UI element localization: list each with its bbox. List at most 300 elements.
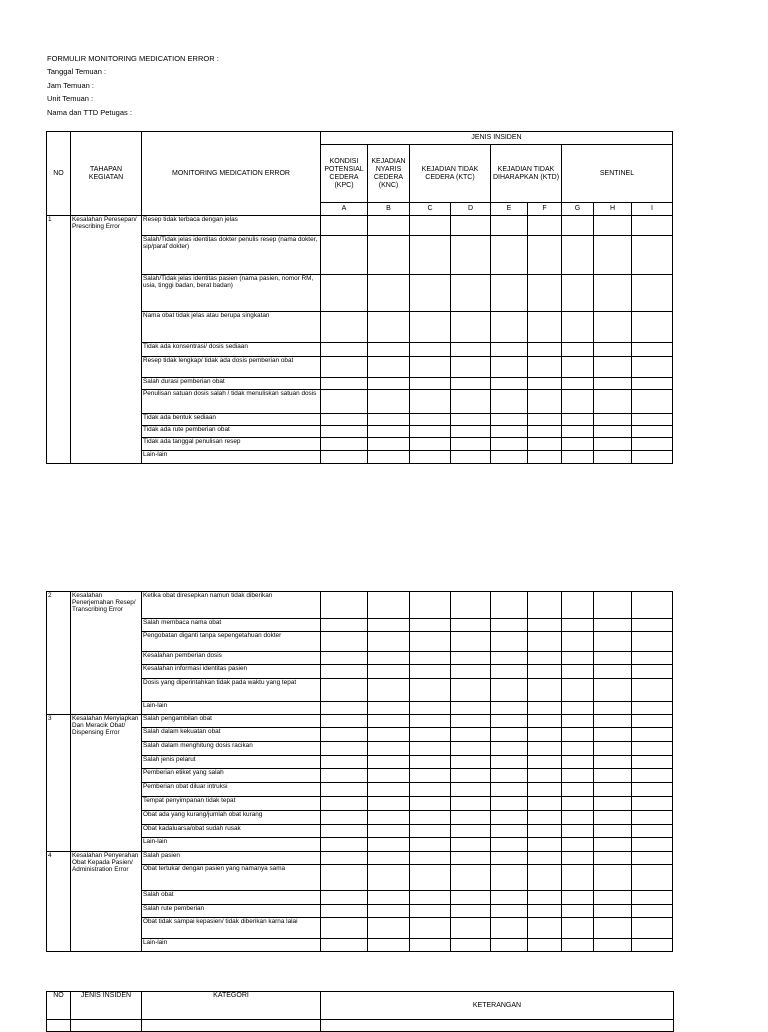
checkbox-cell[interactable]: [594, 343, 632, 357]
checkbox-cell[interactable]: [410, 679, 451, 702]
checkbox-cell[interactable]: [491, 652, 528, 665]
checkbox-cell[interactable]: [562, 343, 594, 357]
checkbox-cell[interactable]: [368, 939, 410, 952]
checkbox-cell[interactable]: [410, 275, 451, 312]
checkbox-cell[interactable]: [491, 438, 528, 451]
checkbox-cell[interactable]: [321, 357, 368, 378]
checkbox-cell[interactable]: [321, 891, 368, 905]
checkbox-cell[interactable]: [594, 728, 632, 742]
checkbox-cell[interactable]: [491, 769, 528, 783]
checkbox-cell[interactable]: [368, 756, 410, 769]
checkbox-cell[interactable]: [562, 715, 594, 728]
checkbox-cell[interactable]: [528, 438, 562, 451]
checkbox-cell[interactable]: [528, 312, 562, 343]
checkbox-cell[interactable]: [632, 905, 673, 918]
checkbox-cell[interactable]: [594, 665, 632, 679]
checkbox-cell[interactable]: [410, 811, 451, 825]
checkbox-cell[interactable]: [451, 811, 491, 825]
checkbox-cell[interactable]: [528, 592, 562, 619]
checkbox-cell[interactable]: [594, 451, 632, 464]
checkbox-cell[interactable]: [562, 357, 594, 378]
checkbox-cell[interactable]: [528, 652, 562, 665]
checkbox-cell[interactable]: [491, 756, 528, 769]
checkbox-cell[interactable]: [632, 275, 673, 312]
checkbox-cell[interactable]: [410, 652, 451, 665]
checkbox-cell[interactable]: [491, 592, 528, 619]
checkbox-cell[interactable]: [410, 390, 451, 414]
checkbox-cell[interactable]: [491, 236, 528, 275]
checkbox-cell[interactable]: [491, 414, 528, 426]
checkbox-cell[interactable]: [410, 769, 451, 783]
checkbox-cell[interactable]: [410, 742, 451, 756]
checkbox-cell[interactable]: [410, 715, 451, 728]
checkbox-cell[interactable]: [594, 652, 632, 665]
checkbox-cell[interactable]: [451, 838, 491, 852]
checkbox-cell[interactable]: [632, 797, 673, 811]
checkbox-cell[interactable]: [410, 783, 451, 797]
checkbox-cell[interactable]: [594, 312, 632, 343]
checkbox-cell[interactable]: [594, 426, 632, 438]
checkbox-cell[interactable]: [368, 825, 410, 838]
checkbox-cell[interactable]: [321, 216, 368, 236]
checkbox-cell[interactable]: [491, 216, 528, 236]
checkbox-cell[interactable]: [368, 891, 410, 905]
checkbox-cell[interactable]: [528, 414, 562, 426]
checkbox-cell[interactable]: [451, 216, 491, 236]
checkbox-cell[interactable]: [528, 865, 562, 891]
checkbox-cell[interactable]: [562, 390, 594, 414]
checkbox-cell[interactable]: [594, 357, 632, 378]
checkbox-cell[interactable]: [562, 679, 594, 702]
checkbox-cell[interactable]: [368, 619, 410, 632]
checkbox-cell[interactable]: [321, 797, 368, 811]
checkbox-cell[interactable]: [594, 756, 632, 769]
checkbox-cell[interactable]: [451, 665, 491, 679]
checkbox-cell[interactable]: [528, 236, 562, 275]
checkbox-cell[interactable]: [410, 702, 451, 715]
checkbox-cell[interactable]: [368, 918, 410, 939]
checkbox-cell[interactable]: [491, 783, 528, 797]
checkbox-cell[interactable]: [632, 811, 673, 825]
checkbox-cell[interactable]: [528, 357, 562, 378]
checkbox-cell[interactable]: [410, 756, 451, 769]
checkbox-cell[interactable]: [321, 702, 368, 715]
checkbox-cell[interactable]: [562, 216, 594, 236]
checkbox-cell[interactable]: [632, 742, 673, 756]
checkbox-cell[interactable]: [562, 838, 594, 852]
checkbox-cell[interactable]: [491, 312, 528, 343]
checkbox-cell[interactable]: [491, 619, 528, 632]
checkbox-cell[interactable]: [491, 865, 528, 891]
checkbox-cell[interactable]: [451, 905, 491, 918]
checkbox-cell[interactable]: [451, 236, 491, 275]
checkbox-cell[interactable]: [594, 742, 632, 756]
checkbox-cell[interactable]: [321, 769, 368, 783]
checkbox-cell[interactable]: [451, 728, 491, 742]
checkbox-cell[interactable]: [491, 838, 528, 852]
checkbox-cell[interactable]: [594, 825, 632, 838]
checkbox-cell[interactable]: [368, 275, 410, 312]
checkbox-cell[interactable]: [451, 702, 491, 715]
checkbox-cell[interactable]: [491, 742, 528, 756]
checkbox-cell[interactable]: [321, 426, 368, 438]
checkbox-cell[interactable]: [491, 451, 528, 464]
checkbox-cell[interactable]: [491, 891, 528, 905]
checkbox-cell[interactable]: [368, 390, 410, 414]
checkbox-cell[interactable]: [528, 390, 562, 414]
checkbox-cell[interactable]: [632, 769, 673, 783]
checkbox-cell[interactable]: [594, 438, 632, 451]
checkbox-cell[interactable]: [321, 312, 368, 343]
checkbox-cell[interactable]: [368, 414, 410, 426]
checkbox-cell[interactable]: [528, 426, 562, 438]
checkbox-cell[interactable]: [562, 783, 594, 797]
checkbox-cell[interactable]: [410, 865, 451, 891]
checkbox-cell[interactable]: [321, 236, 368, 275]
checkbox-cell[interactable]: [321, 905, 368, 918]
checkbox-cell[interactable]: [410, 905, 451, 918]
checkbox-cell[interactable]: [528, 918, 562, 939]
checkbox-cell[interactable]: [528, 825, 562, 838]
checkbox-cell[interactable]: [594, 852, 632, 865]
checkbox-cell[interactable]: [368, 811, 410, 825]
checkbox-cell[interactable]: [410, 378, 451, 390]
checkbox-cell[interactable]: [632, 756, 673, 769]
checkbox-cell[interactable]: [632, 702, 673, 715]
checkbox-cell[interactable]: [594, 632, 632, 652]
checkbox-cell[interactable]: [451, 891, 491, 905]
checkbox-cell[interactable]: [562, 652, 594, 665]
checkbox-cell[interactable]: [321, 665, 368, 679]
checkbox-cell[interactable]: [594, 236, 632, 275]
checkbox-cell[interactable]: [451, 715, 491, 728]
checkbox-cell[interactable]: [451, 451, 491, 464]
checkbox-cell[interactable]: [451, 390, 491, 414]
checkbox-cell[interactable]: [451, 797, 491, 811]
checkbox-cell[interactable]: [528, 939, 562, 952]
checkbox-cell[interactable]: [594, 905, 632, 918]
checkbox-cell[interactable]: [491, 918, 528, 939]
checkbox-cell[interactable]: [491, 797, 528, 811]
checkbox-cell[interactable]: [562, 592, 594, 619]
checkbox-cell[interactable]: [594, 865, 632, 891]
checkbox-cell[interactable]: [321, 939, 368, 952]
checkbox-cell[interactable]: [594, 811, 632, 825]
checkbox-cell[interactable]: [321, 343, 368, 357]
checkbox-cell[interactable]: [410, 852, 451, 865]
checkbox-cell[interactable]: [491, 632, 528, 652]
checkbox-cell[interactable]: [528, 715, 562, 728]
checkbox-cell[interactable]: [491, 679, 528, 702]
checkbox-cell[interactable]: [491, 811, 528, 825]
checkbox-cell[interactable]: [368, 715, 410, 728]
checkbox-cell[interactable]: [632, 357, 673, 378]
checkbox-cell[interactable]: [321, 438, 368, 451]
checkbox-cell[interactable]: [321, 679, 368, 702]
checkbox-cell[interactable]: [528, 769, 562, 783]
checkbox-cell[interactable]: [562, 865, 594, 891]
checkbox-cell[interactable]: [528, 811, 562, 825]
checkbox-cell[interactable]: [562, 728, 594, 742]
checkbox-cell[interactable]: [562, 811, 594, 825]
checkbox-cell[interactable]: [528, 702, 562, 715]
checkbox-cell[interactable]: [368, 236, 410, 275]
checkbox-cell[interactable]: [632, 728, 673, 742]
checkbox-cell[interactable]: [368, 679, 410, 702]
checkbox-cell[interactable]: [410, 891, 451, 905]
checkbox-cell[interactable]: [528, 756, 562, 769]
checkbox-cell[interactable]: [632, 865, 673, 891]
checkbox-cell[interactable]: [451, 438, 491, 451]
checkbox-cell[interactable]: [594, 619, 632, 632]
checkbox-cell[interactable]: [562, 236, 594, 275]
checkbox-cell[interactable]: [528, 852, 562, 865]
checkbox-cell[interactable]: [594, 414, 632, 426]
checkbox-cell[interactable]: [321, 742, 368, 756]
checkbox-cell[interactable]: [632, 715, 673, 728]
checkbox-cell[interactable]: [491, 390, 528, 414]
checkbox-cell[interactable]: [528, 451, 562, 464]
checkbox-cell[interactable]: [594, 216, 632, 236]
checkbox-cell[interactable]: [491, 275, 528, 312]
checkbox-cell[interactable]: [594, 378, 632, 390]
checkbox-cell[interactable]: [528, 378, 562, 390]
checkbox-cell[interactable]: [491, 939, 528, 952]
checkbox-cell[interactable]: [368, 357, 410, 378]
checkbox-cell[interactable]: [410, 825, 451, 838]
checkbox-cell[interactable]: [491, 378, 528, 390]
checkbox-cell[interactable]: [562, 414, 594, 426]
checkbox-cell[interactable]: [632, 665, 673, 679]
checkbox-cell[interactable]: [321, 728, 368, 742]
checkbox-cell[interactable]: [410, 728, 451, 742]
checkbox-cell[interactable]: [368, 797, 410, 811]
checkbox-cell[interactable]: [410, 426, 451, 438]
checkbox-cell[interactable]: [451, 652, 491, 665]
checkbox-cell[interactable]: [321, 783, 368, 797]
checkbox-cell[interactable]: [321, 865, 368, 891]
checkbox-cell[interactable]: [451, 852, 491, 865]
checkbox-cell[interactable]: [491, 357, 528, 378]
checkbox-cell[interactable]: [632, 852, 673, 865]
checkbox-cell[interactable]: [528, 728, 562, 742]
checkbox-cell[interactable]: [368, 838, 410, 852]
checkbox-cell[interactable]: [451, 865, 491, 891]
checkbox-cell[interactable]: [528, 343, 562, 357]
checkbox-cell[interactable]: [321, 838, 368, 852]
checkbox-cell[interactable]: [528, 797, 562, 811]
checkbox-cell[interactable]: [321, 652, 368, 665]
checkbox-cell[interactable]: [594, 783, 632, 797]
checkbox-cell[interactable]: [410, 939, 451, 952]
checkbox-cell[interactable]: [451, 939, 491, 952]
checkbox-cell[interactable]: [562, 619, 594, 632]
checkbox-cell[interactable]: [368, 343, 410, 357]
checkbox-cell[interactable]: [562, 905, 594, 918]
checkbox-cell[interactable]: [562, 438, 594, 451]
checkbox-cell[interactable]: [410, 414, 451, 426]
checkbox-cell[interactable]: [632, 378, 673, 390]
checkbox-cell[interactable]: [632, 390, 673, 414]
checkbox-cell[interactable]: [321, 275, 368, 312]
checkbox-cell[interactable]: [410, 918, 451, 939]
checkbox-cell[interactable]: [632, 451, 673, 464]
checkbox-cell[interactable]: [410, 619, 451, 632]
checkbox-cell[interactable]: [368, 865, 410, 891]
checkbox-cell[interactable]: [321, 811, 368, 825]
checkbox-cell[interactable]: [368, 592, 410, 619]
checkbox-cell[interactable]: [528, 742, 562, 756]
checkbox-cell[interactable]: [321, 852, 368, 865]
checkbox-cell[interactable]: [632, 939, 673, 952]
checkbox-cell[interactable]: [632, 312, 673, 343]
checkbox-cell[interactable]: [632, 438, 673, 451]
checkbox-cell[interactable]: [632, 632, 673, 652]
checkbox-cell[interactable]: [368, 665, 410, 679]
checkbox-cell[interactable]: [632, 414, 673, 426]
checkbox-cell[interactable]: [451, 619, 491, 632]
checkbox-cell[interactable]: [410, 312, 451, 343]
checkbox-cell[interactable]: [451, 426, 491, 438]
checkbox-cell[interactable]: [594, 390, 632, 414]
checkbox-cell[interactable]: [528, 665, 562, 679]
checkbox-cell[interactable]: [368, 426, 410, 438]
checkbox-cell[interactable]: [321, 756, 368, 769]
checkbox-cell[interactable]: [632, 619, 673, 632]
checkbox-cell[interactable]: [321, 414, 368, 426]
checkbox-cell[interactable]: [410, 838, 451, 852]
checkbox-cell[interactable]: [410, 665, 451, 679]
checkbox-cell[interactable]: [410, 357, 451, 378]
checkbox-cell[interactable]: [451, 592, 491, 619]
checkbox-cell[interactable]: [594, 891, 632, 905]
checkbox-cell[interactable]: [562, 918, 594, 939]
checkbox-cell[interactable]: [528, 783, 562, 797]
checkbox-cell[interactable]: [368, 632, 410, 652]
checkbox-cell[interactable]: [491, 702, 528, 715]
checkbox-cell[interactable]: [491, 665, 528, 679]
checkbox-cell[interactable]: [594, 797, 632, 811]
checkbox-cell[interactable]: [562, 665, 594, 679]
checkbox-cell[interactable]: [491, 715, 528, 728]
checkbox-cell[interactable]: [410, 236, 451, 275]
checkbox-cell[interactable]: [451, 378, 491, 390]
checkbox-cell[interactable]: [528, 905, 562, 918]
checkbox-cell[interactable]: [528, 619, 562, 632]
checkbox-cell[interactable]: [491, 905, 528, 918]
checkbox-cell[interactable]: [368, 378, 410, 390]
checkbox-cell[interactable]: [594, 679, 632, 702]
checkbox-cell[interactable]: [562, 756, 594, 769]
checkbox-cell[interactable]: [321, 619, 368, 632]
checkbox-cell[interactable]: [562, 825, 594, 838]
checkbox-cell[interactable]: [321, 378, 368, 390]
checkbox-cell[interactable]: [562, 852, 594, 865]
checkbox-cell[interactable]: [321, 390, 368, 414]
checkbox-cell[interactable]: [632, 679, 673, 702]
checkbox-cell[interactable]: [368, 438, 410, 451]
checkbox-cell[interactable]: [410, 216, 451, 236]
checkbox-cell[interactable]: [594, 592, 632, 619]
checkbox-cell[interactable]: [368, 769, 410, 783]
checkbox-cell[interactable]: [632, 652, 673, 665]
checkbox-cell[interactable]: [491, 426, 528, 438]
checkbox-cell[interactable]: [321, 451, 368, 464]
checkbox-cell[interactable]: [410, 632, 451, 652]
checkbox-cell[interactable]: [321, 715, 368, 728]
checkbox-cell[interactable]: [410, 592, 451, 619]
checkbox-cell[interactable]: [594, 918, 632, 939]
checkbox-cell[interactable]: [632, 592, 673, 619]
checkbox-cell[interactable]: [528, 216, 562, 236]
checkbox-cell[interactable]: [451, 414, 491, 426]
checkbox-cell[interactable]: [594, 939, 632, 952]
checkbox-cell[interactable]: [451, 275, 491, 312]
checkbox-cell[interactable]: [451, 756, 491, 769]
checkbox-cell[interactable]: [368, 783, 410, 797]
checkbox-cell[interactable]: [451, 679, 491, 702]
checkbox-cell[interactable]: [528, 632, 562, 652]
checkbox-cell[interactable]: [368, 742, 410, 756]
checkbox-cell[interactable]: [451, 312, 491, 343]
checkbox-cell[interactable]: [632, 825, 673, 838]
checkbox-cell[interactable]: [368, 702, 410, 715]
checkbox-cell[interactable]: [451, 783, 491, 797]
checkbox-cell[interactable]: [410, 451, 451, 464]
checkbox-cell[interactable]: [368, 451, 410, 464]
checkbox-cell[interactable]: [562, 891, 594, 905]
checkbox-cell[interactable]: [368, 852, 410, 865]
checkbox-cell[interactable]: [562, 769, 594, 783]
checkbox-cell[interactable]: [632, 343, 673, 357]
checkbox-cell[interactable]: [410, 438, 451, 451]
checkbox-cell[interactable]: [368, 216, 410, 236]
checkbox-cell[interactable]: [451, 918, 491, 939]
checkbox-cell[interactable]: [632, 236, 673, 275]
checkbox-cell[interactable]: [491, 728, 528, 742]
checkbox-cell[interactable]: [562, 378, 594, 390]
checkbox-cell[interactable]: [451, 742, 491, 756]
checkbox-cell[interactable]: [594, 715, 632, 728]
checkbox-cell[interactable]: [562, 742, 594, 756]
checkbox-cell[interactable]: [594, 275, 632, 312]
checkbox-cell[interactable]: [321, 918, 368, 939]
checkbox-cell[interactable]: [321, 592, 368, 619]
checkbox-cell[interactable]: [491, 825, 528, 838]
checkbox-cell[interactable]: [562, 426, 594, 438]
checkbox-cell[interactable]: [528, 891, 562, 905]
checkbox-cell[interactable]: [321, 632, 368, 652]
checkbox-cell[interactable]: [451, 825, 491, 838]
checkbox-cell[interactable]: [528, 679, 562, 702]
checkbox-cell[interactable]: [368, 728, 410, 742]
checkbox-cell[interactable]: [562, 797, 594, 811]
checkbox-cell[interactable]: [528, 275, 562, 312]
checkbox-cell[interactable]: [562, 702, 594, 715]
checkbox-cell[interactable]: [632, 838, 673, 852]
checkbox-cell[interactable]: [451, 343, 491, 357]
checkbox-cell[interactable]: [594, 702, 632, 715]
checkbox-cell[interactable]: [594, 838, 632, 852]
checkbox-cell[interactable]: [491, 852, 528, 865]
checkbox-cell[interactable]: [321, 825, 368, 838]
checkbox-cell[interactable]: [632, 216, 673, 236]
checkbox-cell[interactable]: [491, 343, 528, 357]
checkbox-cell[interactable]: [562, 312, 594, 343]
checkbox-cell[interactable]: [451, 357, 491, 378]
checkbox-cell[interactable]: [632, 891, 673, 905]
checkbox-cell[interactable]: [410, 343, 451, 357]
